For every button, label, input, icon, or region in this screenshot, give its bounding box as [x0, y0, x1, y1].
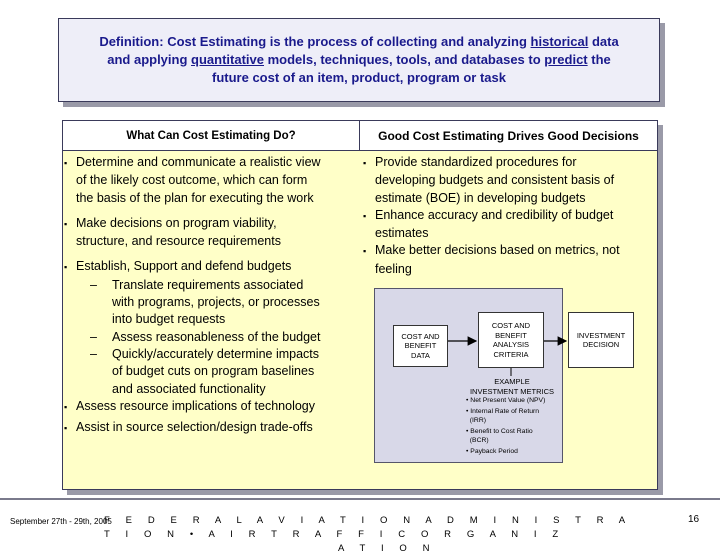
bullet-text: Enhance accuracy and credibility of budget — [375, 207, 614, 222]
bullet-text: of budget cuts on program baselines — [112, 364, 315, 379]
definition-text: Cost Estimating is the process of collecting and analyzing — [163, 34, 531, 49]
page-number: 16 — [688, 514, 700, 525]
metric-text: (BCR) — [469, 436, 489, 444]
bullet-text: estimate (BOE) in developing budgets — [375, 190, 586, 205]
footer-date: September 27th - 29th, 2005 — [10, 517, 112, 526]
bullet-text: Quickly/accurately determine impacts — [112, 346, 320, 361]
predict-term: predict — [544, 52, 588, 67]
metric-text: Benefit to Cost Ratio — [470, 428, 533, 435]
quantitative-term: quantitative — [191, 52, 264, 67]
bullet-text: Translate requirements associated — [112, 277, 304, 292]
bullet-icon: ▪ — [64, 218, 68, 229]
bullet-text: Provide standardized procedures for — [375, 155, 577, 169]
metric-text: Net Present Value (NPV) — [470, 397, 546, 404]
metric-item: • Payback Period — [466, 448, 518, 455]
footer-divider — [0, 498, 720, 500]
metrics-title-text: EXAMPLE — [494, 377, 530, 386]
definition-label: Definition: — [99, 34, 164, 49]
footer-org-line: F E D E R A L A V I A T I O N A D M I N I S T R A T I O N • A I R T R A F F I C O R G A N I Z — [104, 515, 632, 540]
metric-item: • Internal Rate of Return (IRR) — [466, 408, 540, 424]
bullet-icon: ▪ — [64, 262, 68, 273]
bullet-text: Make decisions on program viability, — [76, 215, 277, 230]
footer-org-line: A T I O N — [338, 543, 437, 554]
bullet-text: developing budgets and consistent basis of — [375, 173, 615, 188]
bullet-text: the basis of the plan for executing the work — [76, 190, 314, 205]
metric-text: Internal Rate of Return — [470, 408, 540, 415]
bullet-text: Assist in source selection/design trade-offs — [76, 420, 313, 435]
bullet-icon: ▪ — [363, 210, 367, 221]
box-text: BENEFIT — [404, 341, 437, 351]
definition-text: and applying — [107, 52, 192, 67]
left-column-header: What Can Cost Estimating Do? — [63, 121, 360, 151]
definition-text: models, techniques, tools, and databases to — [264, 52, 545, 67]
bullet-text: and associated functionality — [112, 381, 266, 396]
bullet-text: Determine and communicate a realistic view — [76, 155, 321, 169]
metric-item: • Benefit to Cost Ratio (BCR) — [466, 428, 533, 444]
definition-text: the — [587, 52, 611, 67]
bullet-text: Make better decisions based on metrics, not — [375, 243, 620, 258]
dash-icon: – — [90, 329, 97, 344]
bullet-text: with programs, projects, or processes — [112, 295, 320, 310]
definition-line-3: future cost of an item, product, program or task — [212, 70, 506, 85]
bullet-text: of the likely cost outcome, which can form — [76, 173, 308, 188]
historical-term: historical — [530, 34, 589, 49]
box-text: BENEFIT — [495, 330, 527, 340]
bullet-text: feeling — [375, 261, 412, 276]
metric-text: Payback Period — [470, 448, 518, 455]
dash-icon: – — [90, 277, 97, 292]
bullet-text: Assess resource implications of technology — [76, 398, 316, 413]
metric-item: • Net Present Value (NPV) — [466, 397, 546, 404]
box-text: COST AND — [491, 321, 531, 330]
right-column-header: Good Cost Estimating Drives Good Decisions — [360, 121, 657, 151]
bullet-icon: ▪ — [64, 158, 68, 168]
dash-icon: – — [90, 346, 97, 361]
metric-text: (IRR) — [469, 416, 487, 424]
metrics-title — [462, 377, 562, 396]
bullet-icon: ▪ — [363, 246, 367, 257]
box-text: INVESTMENT — [576, 330, 626, 340]
box-text: DATA — [411, 350, 430, 360]
box-text: CRITERIA — [493, 349, 529, 359]
bullet-text: into budget requests — [112, 312, 226, 327]
bullet-icon: ▪ — [64, 423, 68, 434]
bullet-text: structure, and resource requirements — [76, 234, 281, 249]
box-text: ANALYSIS — [492, 340, 530, 349]
bullet-text: estimates — [375, 226, 429, 241]
definition-text: data — [588, 34, 619, 49]
metrics-title-text: INVESTMENT METRICS — [469, 386, 555, 396]
bullet-text: Assess reasonableness of the budget — [112, 329, 321, 344]
bullet-icon: ▪ — [64, 401, 68, 412]
bullet-icon: ▪ — [363, 158, 367, 168]
box-text: DECISION — [582, 340, 620, 349]
bullet-text: Establish, Support and defend budgets — [76, 259, 292, 274]
box-text: COST AND — [401, 331, 440, 341]
footer-organization — [104, 514, 644, 556]
